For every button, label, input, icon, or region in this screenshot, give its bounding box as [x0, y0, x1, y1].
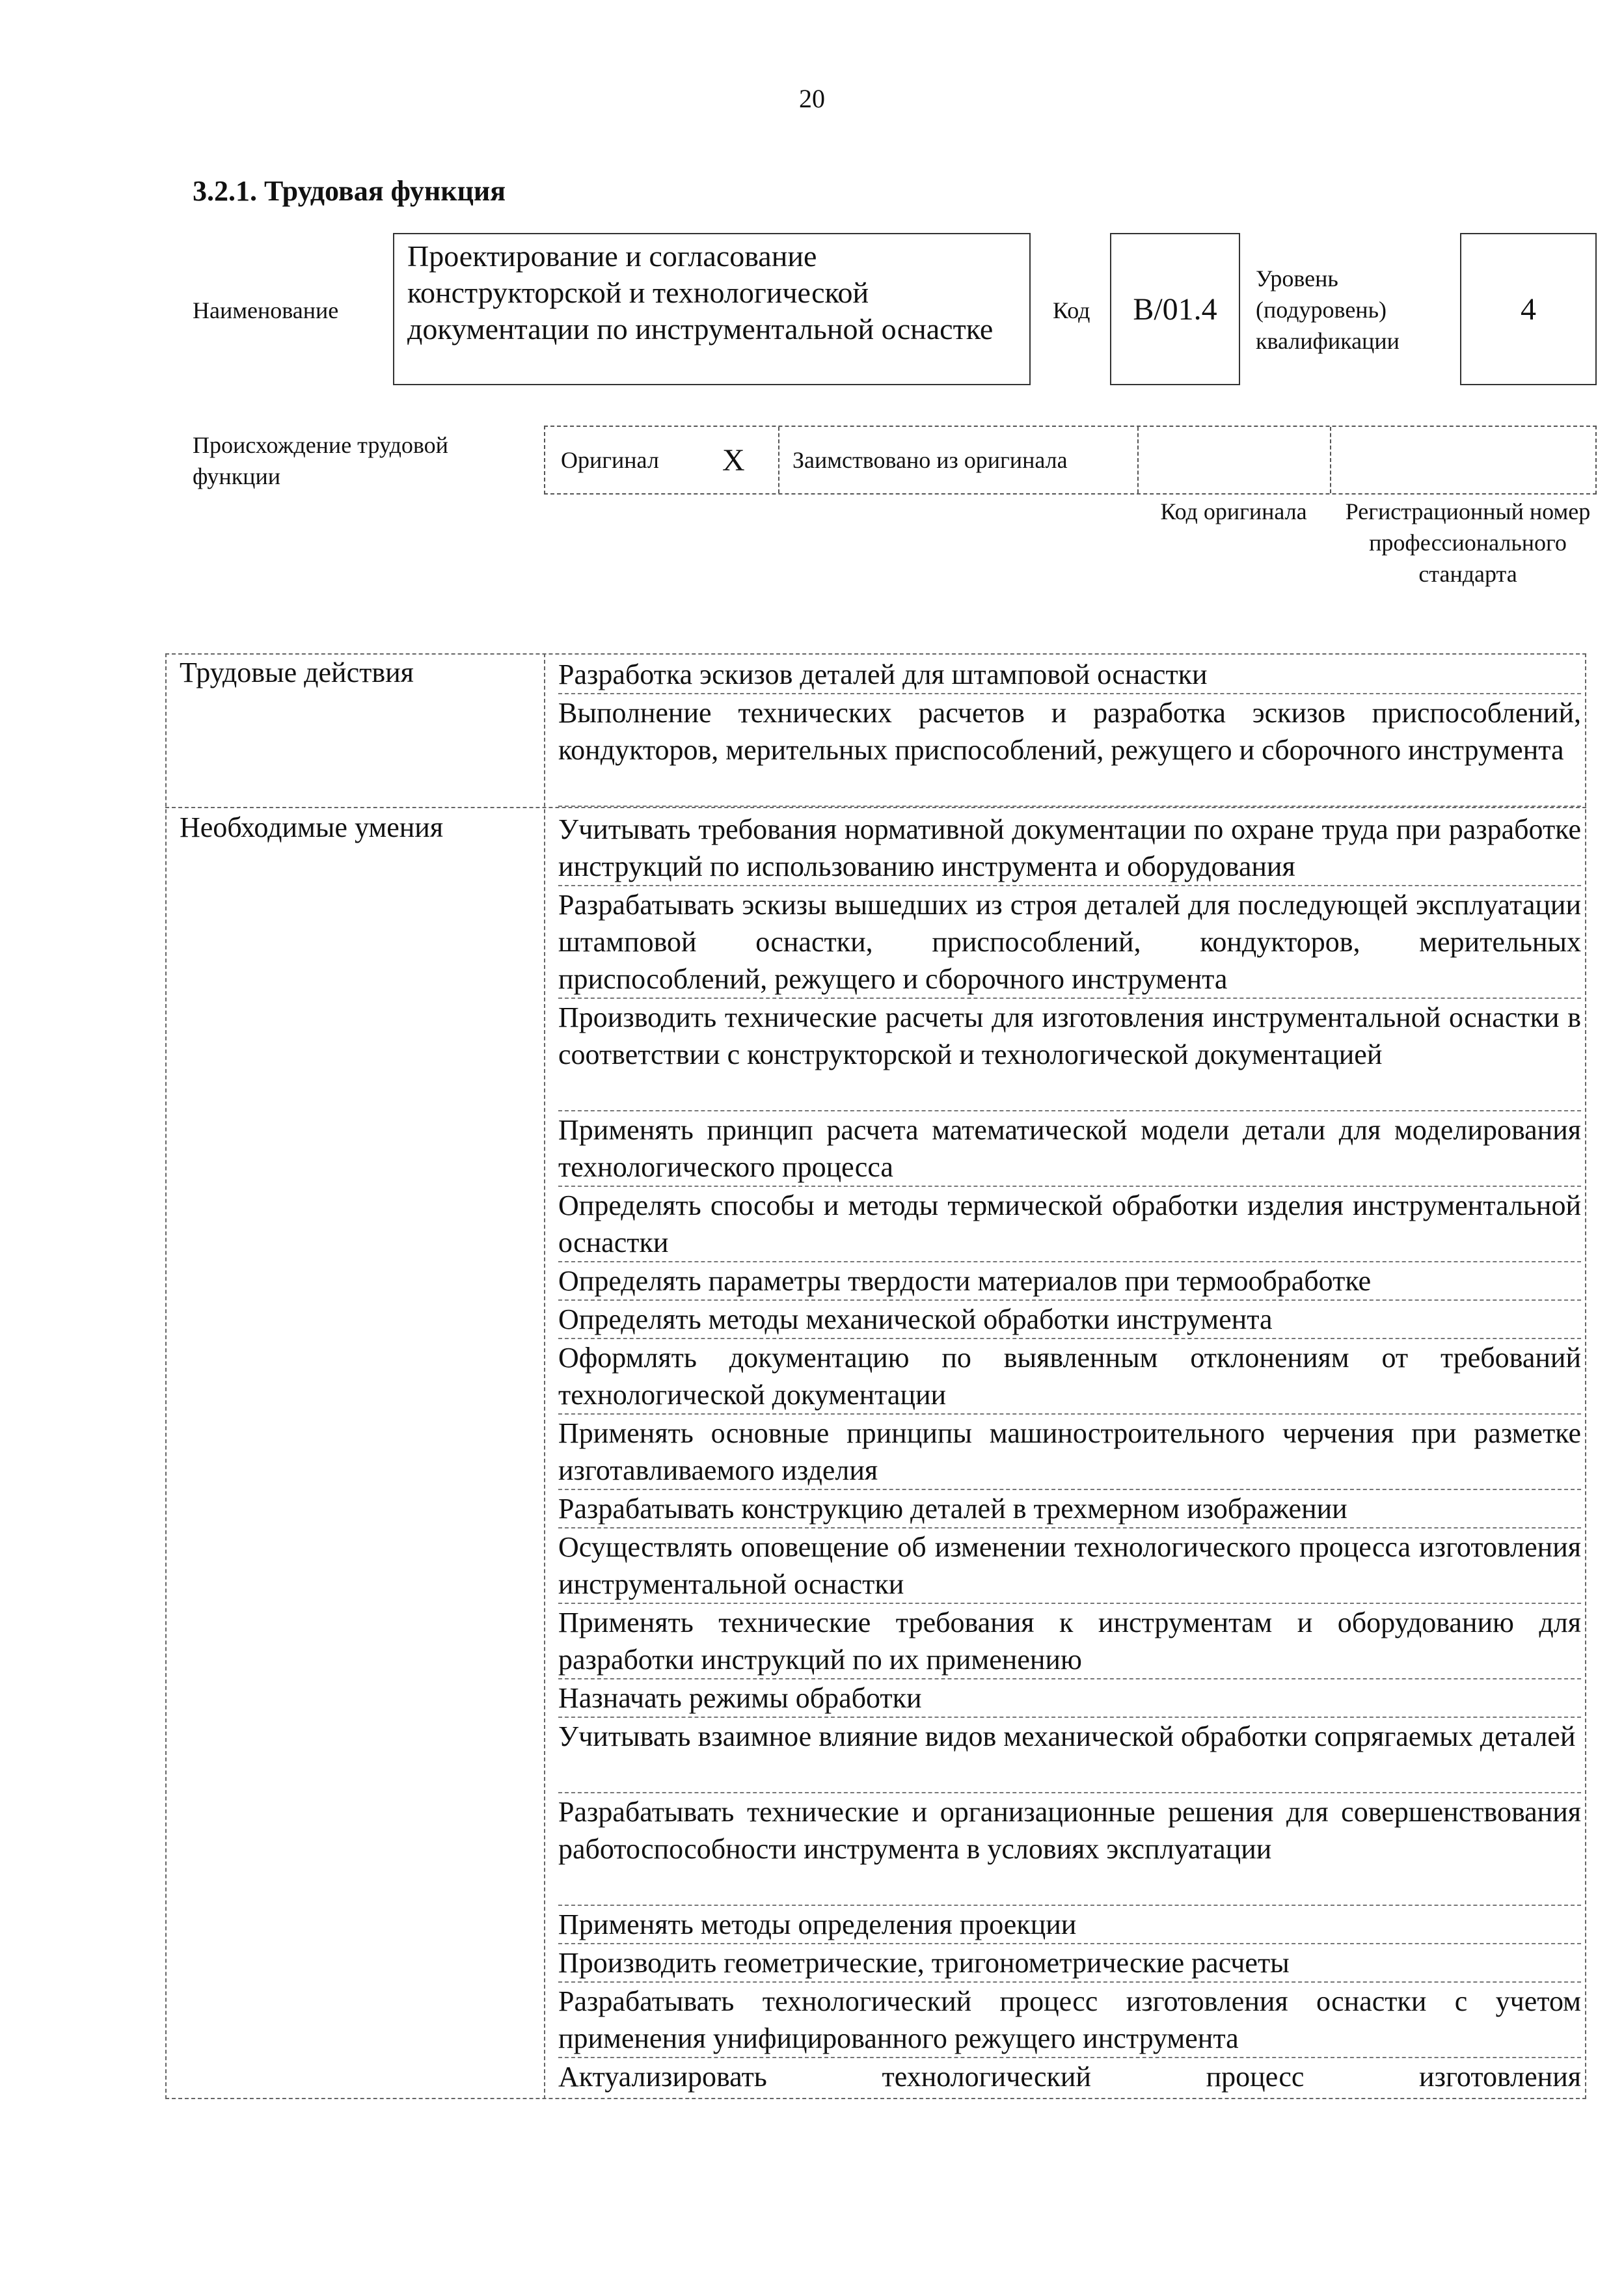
- labor-actions-label: Трудовые действия: [180, 657, 414, 688]
- level-box: [1460, 233, 1597, 385]
- page-number: 20: [799, 84, 825, 113]
- origin-label: Происхождение трудовой функции: [193, 432, 448, 489]
- skill-item: Актуализировать технологический процесс изготовления: [558, 2061, 1581, 2093]
- level-label: Уровень (подуровень) квалификации: [1256, 265, 1400, 354]
- code-box: [1110, 233, 1240, 385]
- origin-row: [544, 426, 1597, 495]
- skill-item: Разрабатывать конструкцию деталей в трехмерном изображении: [558, 1490, 1581, 1528]
- borrowed-label: Заимствовано из оригинала: [792, 447, 1068, 473]
- reg-number-caption: Регистрационный номер профессионального стандарта: [1345, 498, 1591, 587]
- skill-item: Учитывать взаимное влияние видов механической обработки сопрягаемых деталей: [558, 1718, 1581, 1793]
- skill-item: Назначать режимы обработки: [558, 1679, 1581, 1718]
- skill-item: Применять технические требования к инструментам и оборудованию для разработки инструкций по их применению: [558, 1604, 1581, 1679]
- origin-divider: [778, 427, 779, 493]
- skill-item: Применять методы определения проекции: [558, 1906, 1581, 1944]
- skill-item: Определять методы механической обработки инструмента: [558, 1301, 1581, 1339]
- skill-item: Применять основные принципы машиностроительного черчения при разметке изготавливаемого изделия: [558, 1415, 1581, 1490]
- skill-item: Разрабатывать технологический процесс изготовления оснастки с учетом применения унифицированного режущего инструмента: [558, 1983, 1581, 2058]
- labor-action-item: Выполнение технических расчетов и разработка эскизов приспособлений, кондукторов, мерительных приспособлений, режущего и сборочного инструмента: [558, 694, 1581, 807]
- origin-divider: [1330, 427, 1331, 493]
- skill-item: Осуществлять оповещение об изменении технологического процесса изготовления инструментальной оснастки: [558, 1528, 1581, 1604]
- skill-item: Производить технические расчеты для изготовления инструментальной оснастки в соответствии с конструкторской и технологической документацией: [558, 999, 1581, 1111]
- name-label: Наименование: [193, 297, 339, 323]
- skill-item: Применять принцип расчета математической модели детали для моделирования технологического процесса: [558, 1111, 1581, 1187]
- skill-item: Оформлять документацию по выявленным отклонениям от требований технологической документации: [558, 1339, 1581, 1415]
- function-name-box: [393, 233, 1031, 385]
- skill-item: Разрабатывать технические и организационные решения для совершенствования работоспособности инструмента в условиях эксплуатации: [558, 1793, 1581, 1906]
- function-name: Проектирование и согласование конструкторской и технологической документации по инструментальной оснастке: [407, 239, 994, 346]
- column-divider: [544, 653, 545, 2099]
- original-mark: X: [722, 442, 745, 478]
- skill-item: Разрабатывать эскизы вышедших из строя деталей для последующей эксплуатации штамповой оснастки, приспособлений, кондукторов, мерительных приспособлений, режущего и сборочного инструмента: [558, 886, 1581, 999]
- section-title: 3.2.1. Трудовая функция: [193, 175, 506, 207]
- code-original-caption: Код оригинала: [1160, 498, 1307, 524]
- level-value: 4: [1521, 292, 1536, 327]
- section-separator: [165, 807, 1586, 808]
- code-value: B/01.4: [1133, 292, 1217, 327]
- required-skills-label: Необходимые умения: [180, 811, 444, 843]
- skill-item: Производить геометрические, тригонометрические расчеты: [558, 1944, 1581, 1983]
- origin-divider: [1137, 427, 1139, 493]
- skill-item: Определять способы и методы термической обработки изделия инструментальной оснастки: [558, 1187, 1581, 1262]
- code-label: Код: [1053, 297, 1090, 323]
- skill-item: Учитывать требования нормативной документации по охране труда при разработке инструкций по использованию инструмента и оборудования: [558, 811, 1581, 886]
- labor-action-item: Разработка эскизов деталей для штамповой оснастки: [558, 656, 1581, 694]
- original-label: Оригинал: [561, 447, 659, 473]
- skill-item: Определять параметры твердости материалов при термообработке: [558, 1262, 1581, 1301]
